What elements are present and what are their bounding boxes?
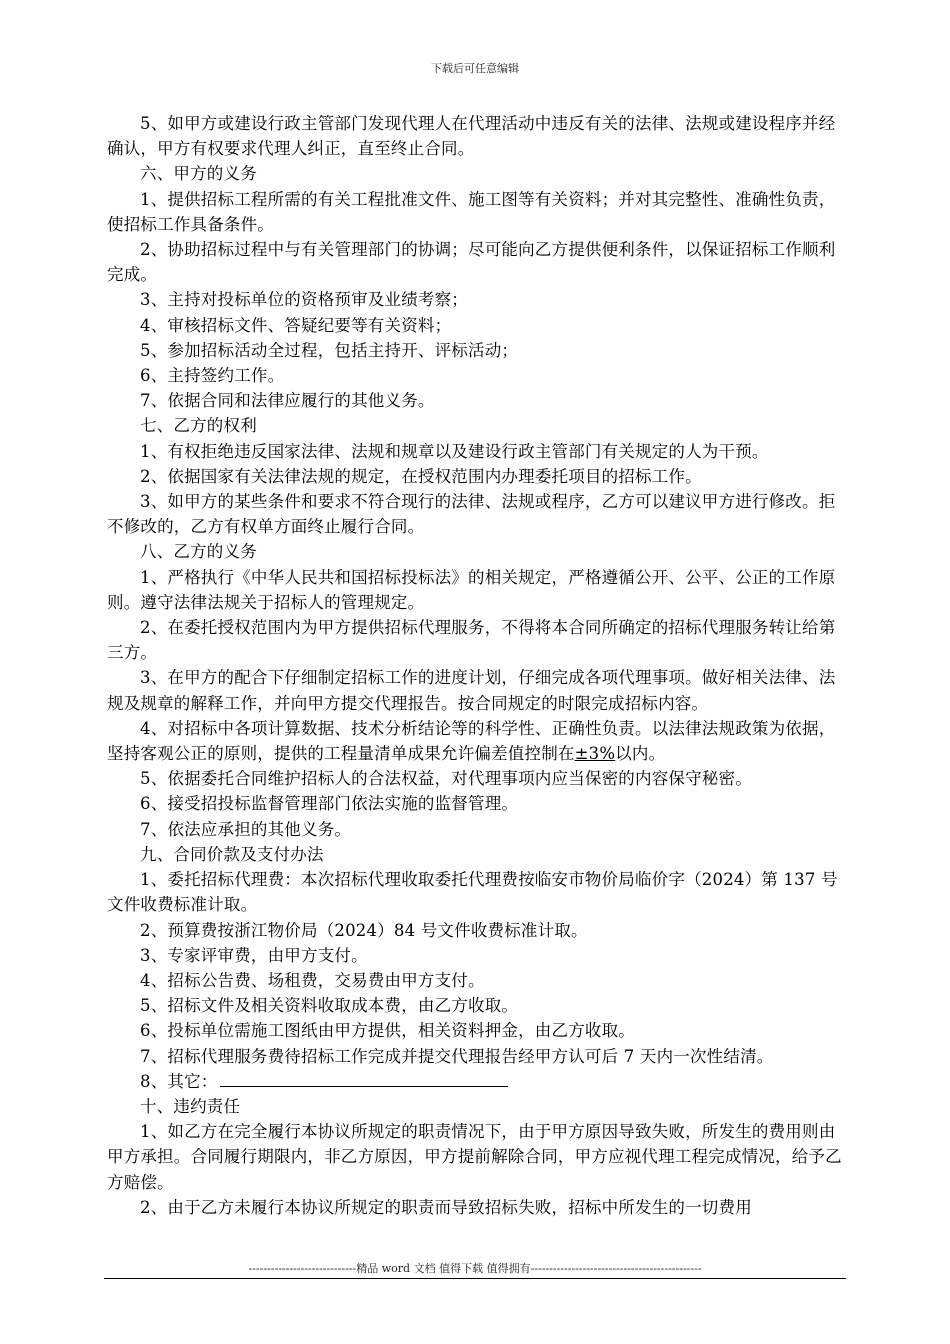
other-label: 8、其它： [140,1071,218,1091]
paragraph-other [107,1069,847,1094]
paragraph: 2、预算费按浙江物价局（2024）84 号文件收费标准计取。 [140,920,588,940]
section-heading: 八、乙方的义务 [140,542,257,562]
paragraph: 5、参加招标活动全过程，包括主持开、评标活动； [140,340,519,360]
accuracy-tail: 以内。 [615,744,666,764]
section-heading: 七、乙方的权利 [140,416,257,436]
paragraph: 7、依法应承担的其他义务。 [140,819,352,839]
paragraph: 6、主持签约工作。 [140,366,285,386]
section-heading: 十、违约责任 [140,1096,241,1116]
paragraph: 6、投标单位需施工图纸由甲方提供，相关资料押金，由乙方收取。 [140,1021,635,1041]
paragraph: 1、委托招标代理费：本次招标代理收取委托代理费按临安市物价局临价字（2024）第 137 号文件收费标准计取。 [107,870,838,915]
paragraph: 2、由于乙方未履行本协议所规定的职责而导致招标失败，招标中所发生的一切费用 [140,1197,752,1217]
paragraph: 3、主持对投标单位的资格预审及业绩考察； [140,290,468,310]
paragraph: 5、依据委托合同维护招标人的合法权益，对代理事项内应当保密的内容保守秘密。 [140,769,752,789]
paragraph: 1、提供招标工程所需的有关工程批准文件、施工图等有关资料；并对其完整性、准确性负责，使招标工作具备条件。 [107,189,836,234]
paragraph: 2、依据国家有关法律法规的规定，在授权范围内办理委托项目的招标工作。 [140,466,702,486]
paragraph: 4、审核招标文件、答疑纪要等有关资料； [140,315,452,335]
paragraph-accuracy [107,716,847,766]
paragraph: 3、如甲方的某些条件和要求不符合现行的法律、法规或程序，乙方可以建议甲方进行修改。拒不修改的，乙方有权单方面终止履行合同。 [107,492,836,537]
paragraph: 1、如乙方在完全履行本协议所规定的职责情况下，由于甲方原因导致失败，所发生的费用则由甲方承担。合同履行期限内，非乙方原因，甲方提前解除合同，甲方应视代理工程完成情况，给予乙方赔偿。 [107,1122,842,1192]
paragraph: 5、招标文件及相关资料收取成本费，由乙方收取。 [140,996,519,1016]
footer-divider [104,1278,846,1279]
paragraph: 2、协助招标过程中与有关管理部门的协调；尽可能向乙方提供便利条件，以保证招标工作顺利完成。 [107,240,836,285]
paragraph: 2、在委托授权范围内为甲方提供招标代理服务，不得将本合同所确定的招标代理服务转让给第三方。 [107,618,836,663]
page-footer: -----------------------------精品 word 文档 值得下载 值得拥有---------------------------------------------- [248,1262,702,1275]
paragraph: 4、招标公告费、场租费，交易费由甲方支付。 [140,970,485,990]
paragraph: 3、专家评审费，由甲方支付。 [140,945,368,965]
paragraph: 1、有权拒绝违反国家法律、法规和规章以及建设行政主管部门有关规定的人为干预。 [140,441,769,461]
paragraph: 7、招标代理服务费待招标工作完成并提交代理报告经甲方认可后 7 天内一次性结清。 [140,1046,774,1066]
paragraph: 1、严格执行《中华人民共和国招标投标法》的相关规定，严格遵循公开、公平、公正的工作原则。遵守法律法规关于招标人的管理规定。 [107,567,836,612]
paragraph: 5、如甲方或建设行政主管部门发现代理人在代理活动中违反有关的法律、法规或建设程序并经确认，甲方有权要求代理人纠正，直至终止合同。 [107,114,836,159]
paragraph: 3、在甲方的配合下仔细制定招标工作的进度计划，仔细完成各项代理事项。做好相关法律、法规及规章的解释工作，并向甲方提交代理报告。按合同规定的时限完成招标内容。 [107,668,836,713]
fill-in-blank [220,1069,508,1087]
section-heading: 九、合同价款及支付办法 [140,844,324,864]
section-heading: 六、甲方的义务 [140,164,257,184]
paragraph: 7、依据合同和法律应履行的其他义务。 [140,391,435,411]
tolerance-value: ±3% [574,744,616,764]
accuracy-text: 4、对招标中各项计算数据、技术分析结论等的科学性、正确性负责。以法律法规政策为依据，坚持客观公正的原则，提供的工程量清单成果允许偏差值控制在 [107,718,836,764]
page-header: 下载后可任意编辑 [431,62,519,75]
paragraph: 6、接受招投标监督管理部门依法实施的监督管理。 [140,794,519,814]
document-body [107,111,847,1220]
